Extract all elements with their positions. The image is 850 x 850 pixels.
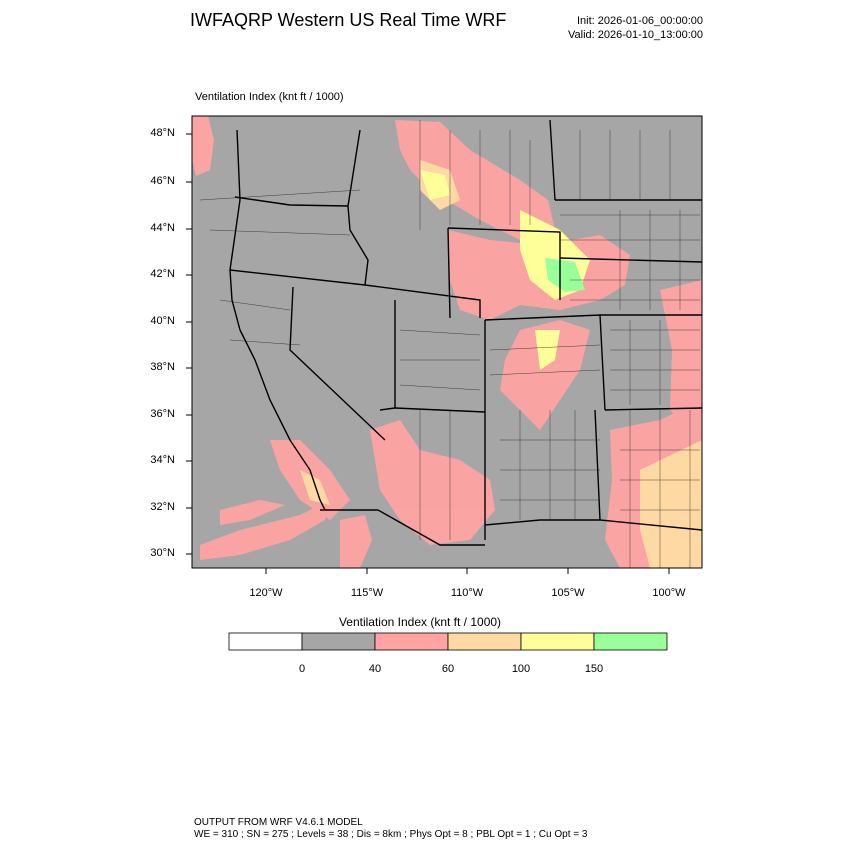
lat-label-40: 40°N bbox=[150, 315, 175, 327]
lon-label-120: 120°W bbox=[249, 587, 283, 599]
lon-label-115: 115°W bbox=[350, 587, 384, 599]
colorbar-swatch-5 bbox=[594, 633, 667, 650]
lat-label-34: 34°N bbox=[150, 454, 175, 466]
model-version: OUTPUT FROM WRF V4.6.1 MODEL bbox=[194, 817, 363, 828]
lon-label-100: 100°W bbox=[652, 587, 686, 599]
colorbar-tick-100: 100 bbox=[511, 663, 531, 675]
lat-label-30: 30°N bbox=[150, 547, 175, 559]
colorbar-tick-150: 150 bbox=[584, 663, 604, 675]
colorbar-swatch-3 bbox=[448, 633, 521, 650]
colorbar-tick-0: 0 bbox=[298, 663, 306, 675]
init-time: Init: 2026-01-06_00:00:00 bbox=[577, 15, 703, 27]
colorbar-swatch-1 bbox=[302, 633, 375, 650]
colorbar-swatch-0 bbox=[229, 633, 302, 650]
plot-variable-title: Ventilation Index (knt ft / 1000) bbox=[195, 91, 344, 103]
colorbar-tick-60: 60 bbox=[441, 663, 455, 675]
colorbar-swatch-4 bbox=[521, 633, 594, 650]
colorbar-tick-40: 40 bbox=[368, 663, 382, 675]
lat-label-42: 42°N bbox=[150, 268, 175, 280]
model-config: WE = 310 ; SN = 275 ; Levels = 38 ; Dis = 8km ; Phys Opt = 8 ; PBL Opt = 1 ; Cu Opt = 3 bbox=[194, 829, 588, 840]
lat-ticks bbox=[186, 134, 192, 554]
lat-label-36: 36°N bbox=[150, 408, 175, 420]
valid-time: Valid: 2026-01-10_13:00:00 bbox=[568, 29, 703, 41]
colorbar-title: Ventilation Index (knt ft / 1000) bbox=[338, 615, 502, 629]
lat-label-44: 44°N bbox=[150, 222, 175, 234]
map-title: IWFAQRP Western US Real Time WRF bbox=[190, 10, 507, 30]
lon-label-105: 105°W bbox=[551, 587, 585, 599]
colorbar bbox=[229, 633, 667, 650]
lat-label-48: 48°N bbox=[150, 127, 175, 139]
lat-label-46: 46°N bbox=[150, 175, 175, 187]
lon-ticks bbox=[266, 568, 669, 574]
colorbar-swatch-2 bbox=[375, 633, 448, 650]
lat-label-32: 32°N bbox=[150, 501, 175, 513]
lat-label-38: 38°N bbox=[150, 361, 175, 373]
model-footer bbox=[194, 817, 587, 841]
lon-label-110: 110°W bbox=[450, 587, 484, 599]
